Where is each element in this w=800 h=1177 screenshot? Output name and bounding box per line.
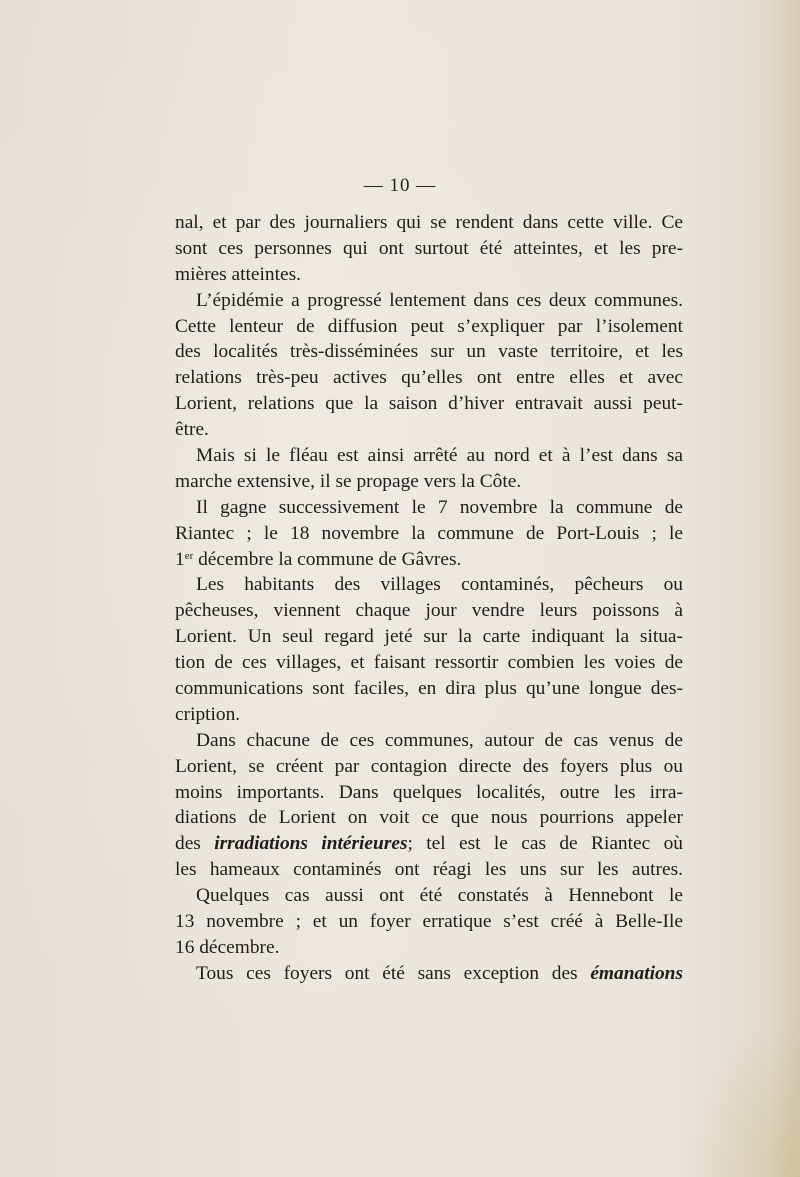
text-line: les hameaux contaminés ont réagi les uns sur les autres. [175,859,683,881]
text-line: Lorient, relations que la saison d’hiver entravait aussi peut- [175,393,683,415]
text-line [175,831,683,857]
text-line: Les habitants des villages contaminés, pêcheurs ou [196,574,683,596]
text-line: Mais si le fléau est ainsi arrêté au nord et à l’est dans sa [196,445,683,467]
text-line: Riantec ; le 18 novembre la commune de Port-Louis ; le [175,522,683,544]
page-number: — 10 — [363,175,437,196]
line-text: ; tel est le cas de Riantec où [407,833,683,855]
day-number: 1 [175,548,185,570]
day-superscript: er [184,549,194,562]
emphasized-term: irradiations intérieures [214,833,408,855]
text-line: sont ces personnes qui ont surtout été atteintes, et les pre- [175,237,683,259]
text-line: pêcheuses, viennent chaque jour vendre leurs poissons à [175,600,683,622]
text-line: Cette lenteur de diffusion peut s’expliquer par l’isolement [175,315,683,337]
text-line: Il gagne successivement le 7 novembre la commune de [196,496,683,518]
text-line: 13 novembre ; et un foyer erratique s’est créé à Belle-Ile [175,911,683,933]
line-text: décembre la commune de Gâvres. [198,548,462,570]
text-line [175,961,683,987]
text-line: Quelques cas aussi ont été constatés à Hennebont le [196,885,683,907]
text-line: L’épidémie a progressé lentement dans ces deux communes. [196,289,683,311]
text-line: des localités très-disséminées sur un vaste territoire, et les [175,341,683,363]
text-line: nal, et par des journaliers qui se rendent dans cette ville. Ce [175,212,683,233]
emphasized-term: émanations [590,962,683,984]
text-line: communications sont faciles, en dira plus qu’une longue des- [175,678,683,700]
text-line: diations de Lorient on voit ce que nous pourrions appeler [175,807,683,829]
text-line: mières atteintes. [175,263,301,285]
line-text: des [175,833,201,855]
text-line: Dans chacune de ces communes, autour de cas venus de [196,729,683,751]
text-line: tion de ces villages, et faisant ressortir combien les voies de [175,652,683,674]
text-line: Lorient. Un seul regard jeté sur la carte indiquant la situa- [175,626,683,648]
text-line: 16 décembre. [175,936,280,958]
text-line: cription. [175,703,241,725]
text-line: être. [175,419,209,441]
text-line: Lorient, se créent par contagion directe des foyers plus ou [175,755,683,777]
text-line: moins importants. Dans quelques localités, outre les irra- [175,781,683,803]
text-line: relations très-peu actives qu’elles ont entre elles et avec [175,367,683,389]
text-line: marche extensive, il se propage vers la Côte. [175,470,522,492]
text-line [175,547,683,573]
body-text [175,210,683,987]
page-corner-stain [680,1017,800,1177]
line-text: Tous ces foyers ont été sans exception des [196,962,578,984]
